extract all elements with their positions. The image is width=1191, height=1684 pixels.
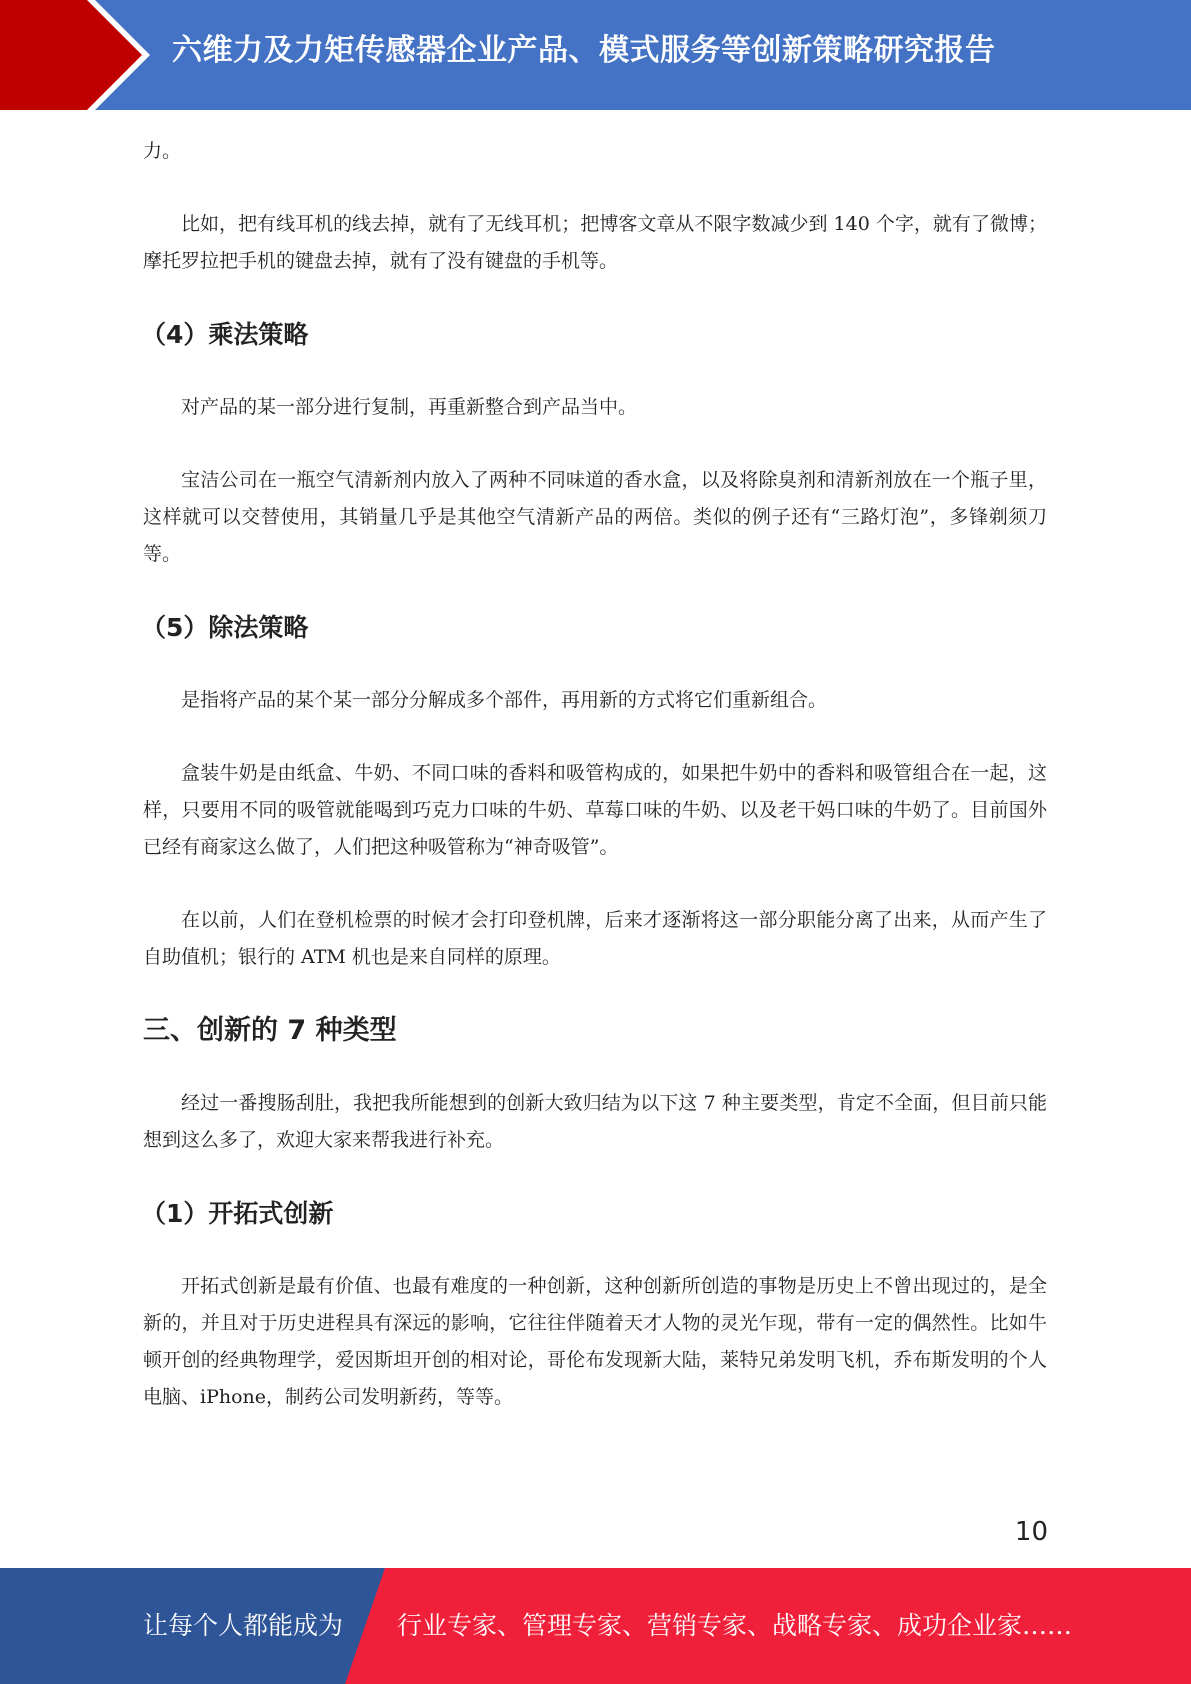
heading-section-innovation-types: 三、创新的 7 种类型	[143, 1015, 397, 1046]
report-title: 六维力及力矩传感器企业产品、模式服务等创新策略研究报告	[172, 33, 996, 68]
heading-pioneering-innovation: （1）开拓式创新	[141, 1199, 334, 1228]
paragraph-pioneering-innovation: 开拓式创新是最有价值、也最有难度的一种创新，这种创新所创造的事物是历史上不曾出现过的，是全新的，并且对于历史进程具有深远的影响，它往往伴随着天才人物的灵光乍现，带有一定的偶然性。比如牛顿开创的经典物理学，爱因斯坦开创的相对论，哥伦布发现新大陆，莱特兄弟发明飞机，乔布斯发明的个人电脑、iPhone，制药公司发明新药，等等。	[143, 1275, 1047, 1408]
paragraph-continued: 力。	[143, 140, 182, 162]
header-chevron-icon	[0, 0, 142, 110]
page-number: 10	[1014, 1517, 1048, 1547]
page-content	[143, 133, 1047, 1416]
paragraph-multiplication-example: 宝洁公司在一瓶空气清新剂内放入了两种不同味道的香水盒，以及将除臭剂和清新剂放在一个瓶子里，这样就可以交替使用，其销量几乎是其他空气清新产品的两倍。类似的例子还有“三路灯泡”，多锋剃须刀等。	[143, 469, 1047, 565]
paragraph-innovation-types-intro: 经过一番搜肠刮肚，我把我所能想到的创新大致归结为以下这 7 种主要类型，肯定不全面，但目前只能想到这么多了，欢迎大家来帮我进行补充。	[143, 1092, 1047, 1151]
paragraph-division-checkin-example: 在以前，人们在登机检票的时候才会打印登机牌，后来才逐渐将这一部分职能分离了出来，从而产生了自助值机；银行的 ATM 机也是来自同样的原理。	[143, 909, 1047, 968]
footer-slogan-right: 行业专家、管理专家、营销专家、战略专家、成功企业家……	[397, 1611, 1073, 1640]
heading-multiplication-strategy: （4）乘法策略	[141, 320, 309, 349]
page-footer	[0, 1568, 1191, 1684]
paragraph-subtraction-examples: 比如，把有线耳机的线去掉，就有了无线耳机；把博客文章从不限字数减少到 140 个字，就有了微博；摩托罗拉把手机的键盘去掉，就有了没有键盘的手机等。	[143, 213, 1047, 272]
page-header	[0, 0, 1191, 110]
paragraph-division-milk-example: 盒装牛奶是由纸盒、牛奶、不同口味的香料和吸管构成的，如果把牛奶中的香料和吸管组合在一起，这样，只要用不同的吸管就能喝到巧克力口味的牛奶、草莓口味的牛奶、以及老干妈口味的牛奶了。目前国外已经有商家这么做了，人们把这种吸管称为“神奇吸管”。	[143, 762, 1047, 858]
paragraph-division-definition: 是指将产品的某个某一部分分解成多个部件，再用新的方式将它们重新组合。	[181, 689, 828, 711]
heading-division-strategy: （5）除法策略	[141, 613, 309, 642]
footer-slogan-left: 让每个人都能成为	[143, 1611, 344, 1640]
paragraph-multiplication-definition: 对产品的某一部分进行复制，再重新整合到产品当中。	[181, 396, 638, 418]
